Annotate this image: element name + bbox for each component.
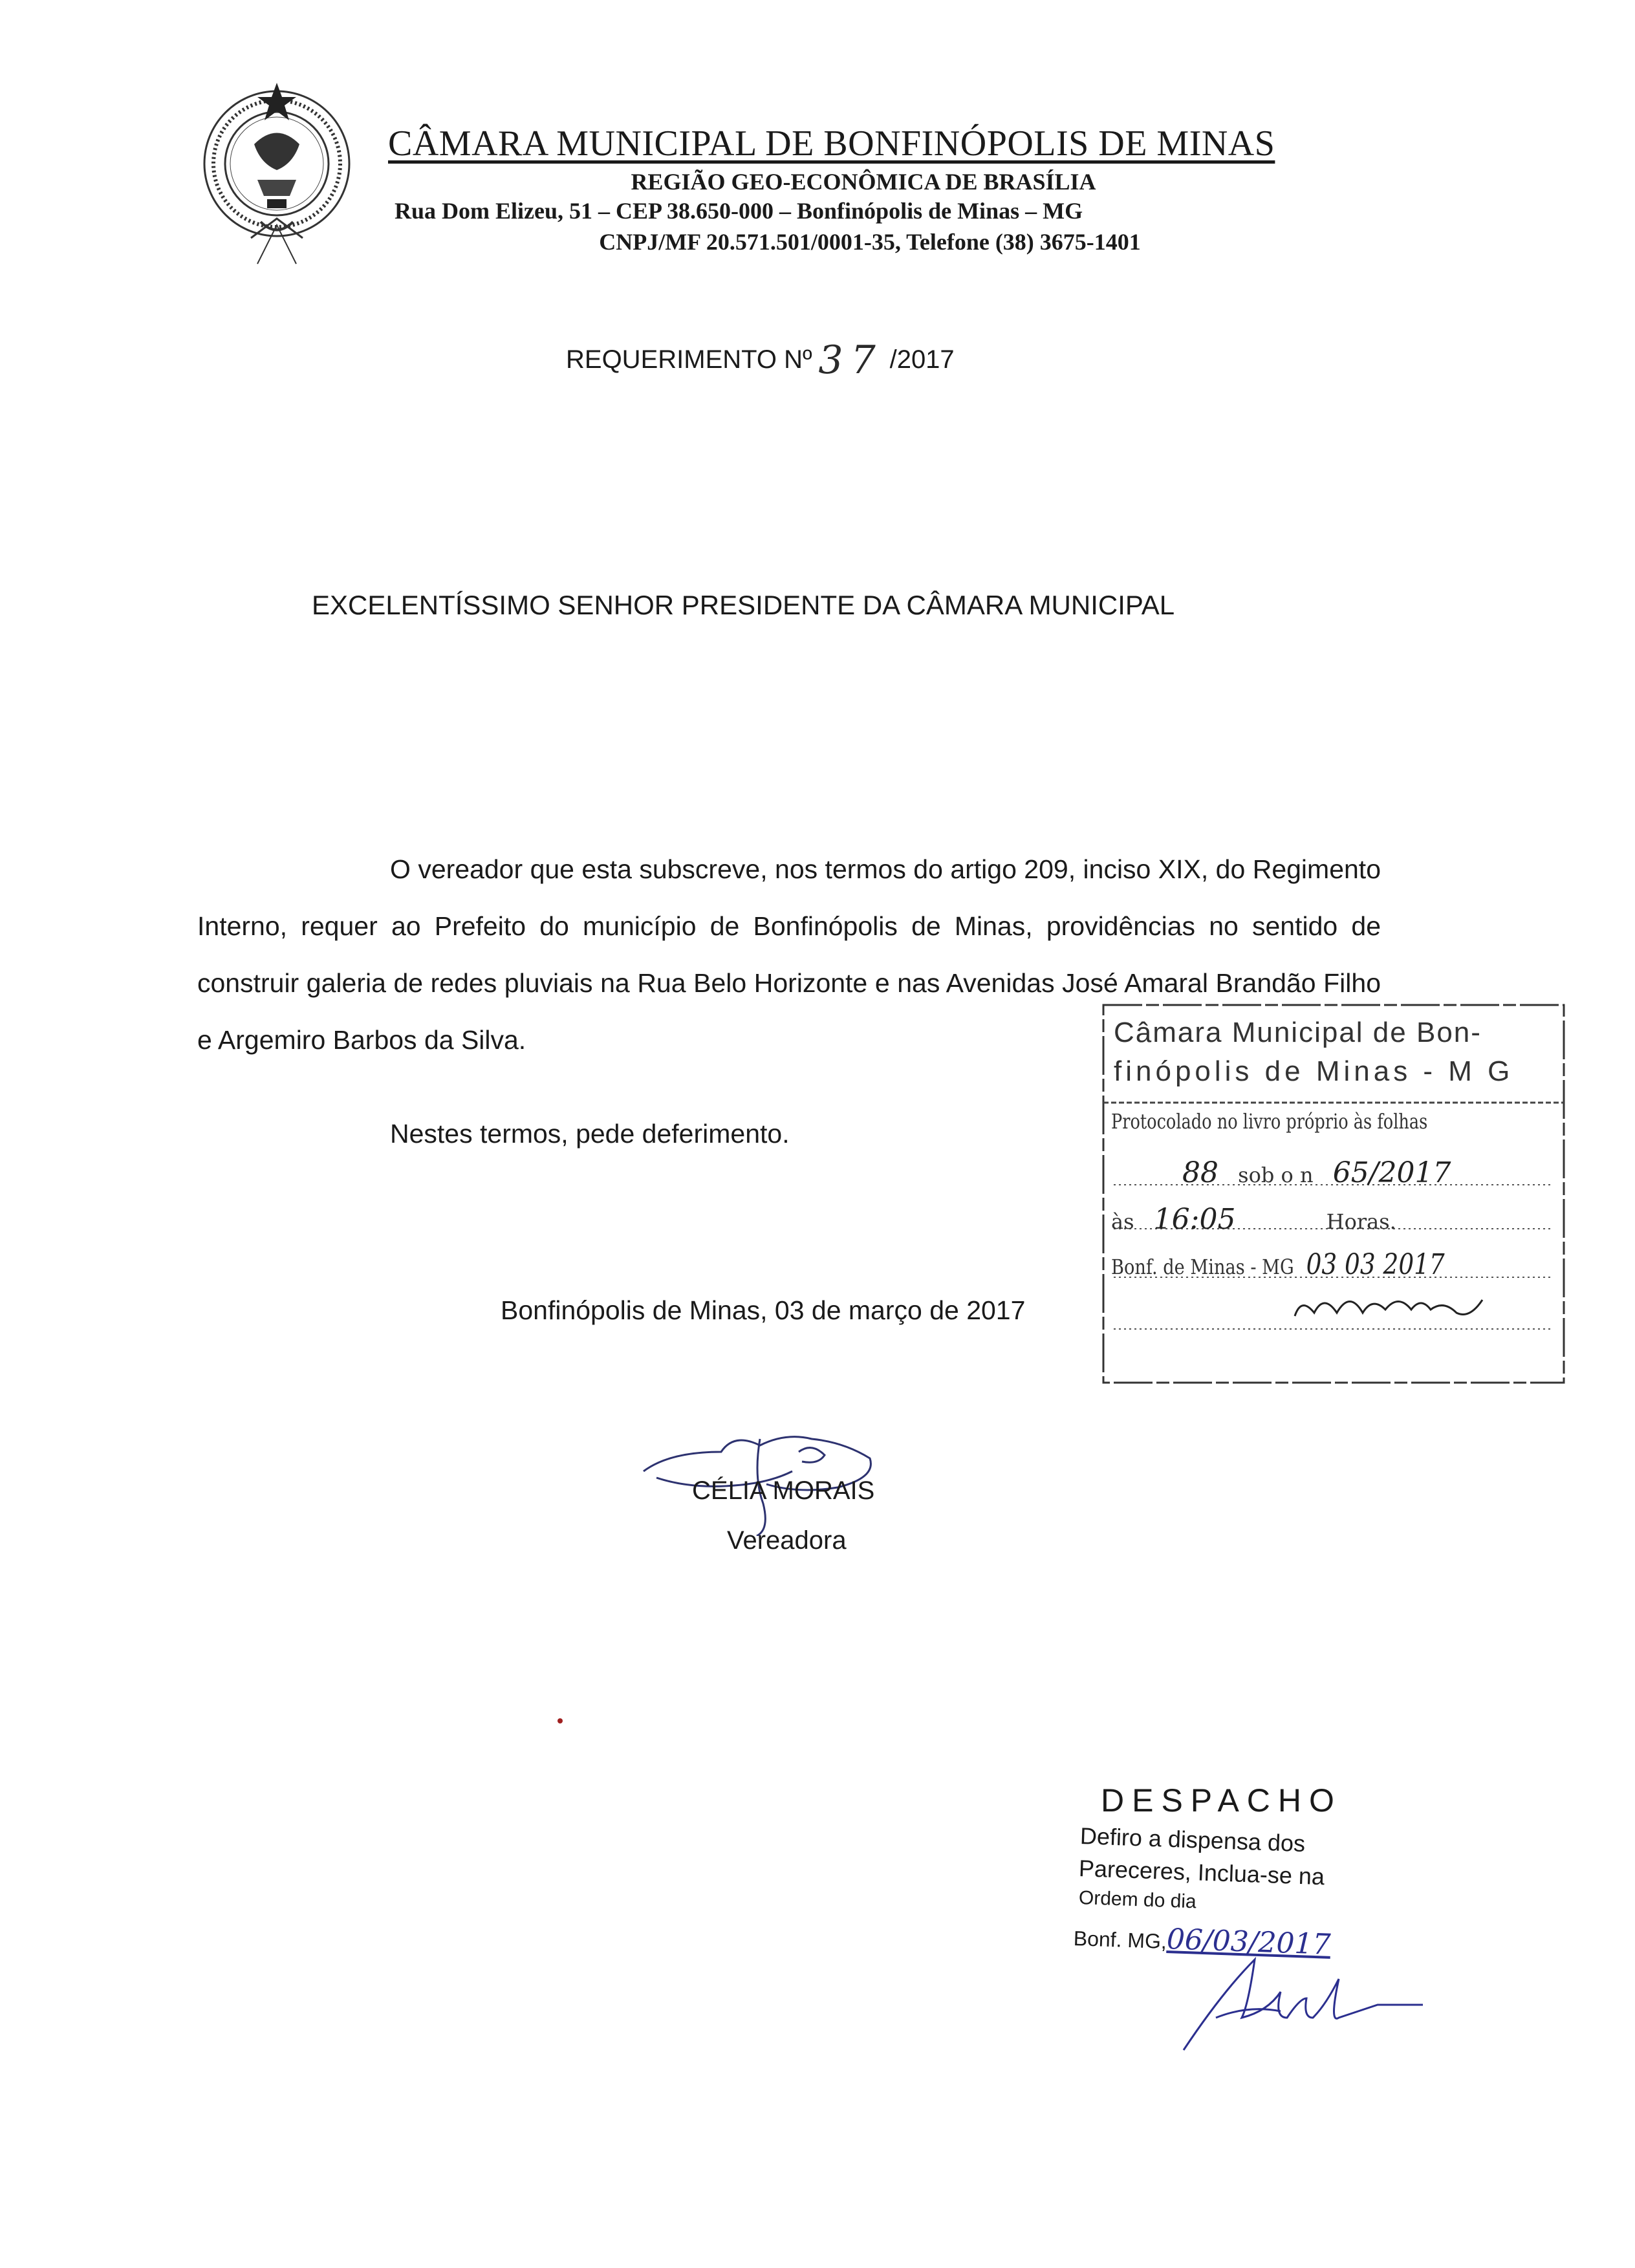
despacho-line3: Ordem do dia	[1078, 1887, 1197, 1913]
request-body-paragraph: O vereador que esta subscreve, nos termos do artigo 209, inciso XIX, do Regimento Interno, requer ao Prefeito do município de Bonfinópolis de Minas, providências no sentido de construir galeria de redes pluviais na Rua Belo Horizonte e nas Avenidas José Amaral Brandão Filho e Argemiro Barbos da Silva.	[197, 854, 1381, 1055]
stamp-protocol-label: Protocolado no livro próprio às folhas	[1111, 1109, 1428, 1134]
signatory-role: Vereadora	[727, 1526, 847, 1555]
institution-title: CÂMARA MUNICIPAL DE BONFINÓPOLIS DE MINAS	[388, 124, 1275, 164]
president-signature	[1177, 1953, 1449, 2057]
request-number-handwritten: 37	[818, 338, 883, 383]
salutation: EXCELENTÍSSIMO SENHOR PRESIDENTE DA CÂMARA MUNICIPAL	[312, 590, 1175, 620]
institution-cnpj-phone: CNPJ/MF 20.571.501/0001-35, Telefone (38) 3675-1401	[599, 229, 1141, 255]
stamp-time-row	[1111, 1203, 1396, 1236]
institution-region: REGIÃO GEO-ECONÔMICA DE BRASÍLIA	[631, 169, 1096, 195]
stamp-protocol-number: 65/2017	[1332, 1156, 1451, 1189]
stamp-as-label: às	[1111, 1209, 1134, 1234]
request-prefix: REQUERIMENTO Nº	[566, 345, 812, 374]
stamp-place-label: Bonf. de Minas - MG	[1111, 1255, 1294, 1279]
despacho-line2: Pareceres, Inclua-se na	[1078, 1855, 1325, 1890]
stamp-institution-line1: Câmara Municipal de Bon-	[1114, 1017, 1482, 1048]
signatory-name: CÉLIA MORAIS	[692, 1476, 875, 1505]
stamp-institution-line2: finópolis de Minas - M G	[1114, 1055, 1514, 1087]
stamp-time: 16:05	[1153, 1203, 1236, 1236]
institution-address: Rua Dom Elizeu, 51 – CEP 38.650-000 – Bonfinópolis de Minas – MG	[395, 198, 1083, 224]
stamp-date-row	[1111, 1248, 1445, 1281]
request-number-line	[566, 338, 955, 383]
stamp-folio-row	[1111, 1156, 1451, 1189]
despacho-title: DESPACHO	[1101, 1782, 1342, 1819]
stamp-hours-label: Horas.	[1326, 1209, 1396, 1234]
despacho-line1: Defiro a dispensa dos	[1079, 1822, 1306, 1857]
despacho-date: 06/03/2017	[1166, 1923, 1332, 1961]
request-year: /2017	[889, 345, 955, 374]
stamp-clerk-signature	[1288, 1287, 1495, 1332]
place-and-date: Bonfinópolis de Minas, 03 de março de 2017	[501, 1295, 1026, 1325]
ink-dot-mark	[558, 1718, 563, 1723]
closing-line: Nestes termos, pede deferimento.	[390, 1119, 790, 1149]
stamp-folio-number: 88	[1182, 1156, 1218, 1189]
protocol-stamp	[1101, 1002, 1566, 1385]
stamp-sob-label: sob o n	[1238, 1163, 1314, 1187]
stamp-date: 03 03 2017	[1306, 1248, 1445, 1281]
despacho-date-label: Bonf. MG,	[1073, 1927, 1167, 1954]
councilor-signature-scribble	[631, 1413, 902, 1536]
municipal-crest-logo	[193, 83, 361, 277]
